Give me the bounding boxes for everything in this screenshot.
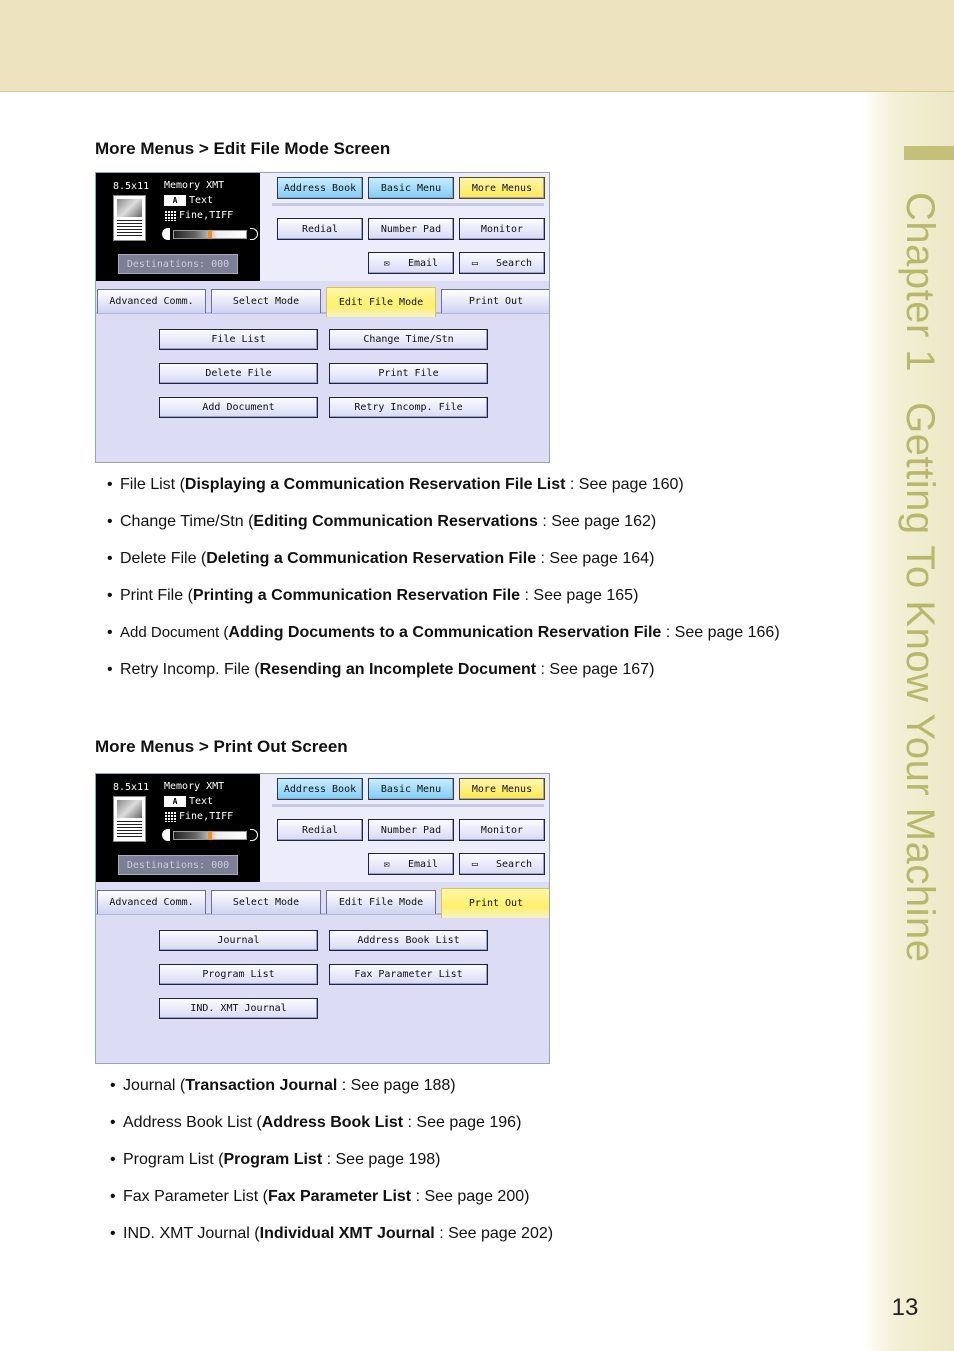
tab-print-out[interactable]: Print Out bbox=[441, 289, 550, 313]
tab-edit-file-mode[interactable]: Edit File Mode bbox=[326, 287, 436, 317]
search-label: Search bbox=[495, 257, 533, 269]
chapter-heading bbox=[900, 192, 940, 962]
address-book-list-button[interactable]: Address Book List bbox=[329, 930, 488, 951]
edit-file-mode-screen bbox=[95, 172, 550, 463]
list-item: • IND. XMT Journal (Individual XMT Journal : See page 202) bbox=[110, 1225, 554, 1242]
search-label: Search bbox=[495, 858, 533, 870]
list-item: • Print File (Printing a Communication Reservation File : See page 165) bbox=[107, 587, 639, 604]
tab-advanced-comm[interactable]: Advanced Comm. bbox=[97, 289, 206, 313]
address-book-button[interactable]: Address Book bbox=[277, 177, 363, 199]
text-mode-icon: A bbox=[164, 195, 186, 206]
book-icon: ▭ bbox=[471, 858, 478, 870]
redial-button[interactable]: Redial bbox=[277, 819, 363, 841]
section-heading-edit-file-mode: More Menus > Edit File Mode Screen bbox=[95, 139, 391, 158]
fax-parameter-list-button[interactable]: Fax Parameter List bbox=[329, 964, 488, 985]
more-menus-button[interactable]: More Menus bbox=[459, 778, 545, 800]
print-file-button[interactable]: Print File bbox=[329, 363, 488, 384]
chapter-title: Getting To Know Your Machine bbox=[898, 402, 942, 963]
tab-advanced-comm[interactable]: Advanced Comm. bbox=[97, 890, 206, 914]
tab-print-out[interactable]: Print Out bbox=[441, 888, 550, 918]
resolution-setting bbox=[164, 210, 233, 221]
basic-menu-button[interactable]: Basic Menu bbox=[368, 778, 454, 800]
status-panel bbox=[96, 173, 260, 281]
list-item: • Delete File (Deleting a Communication Reservation File : See page 164) bbox=[107, 550, 655, 567]
text-mode-icon: A bbox=[164, 796, 186, 807]
page-number: 13 bbox=[891, 1294, 919, 1321]
email-label: Email bbox=[407, 257, 439, 269]
search-button[interactable] bbox=[459, 252, 545, 274]
print-out-screen bbox=[95, 773, 550, 1064]
destinations-field: Destinations: 000 bbox=[118, 254, 238, 274]
address-book-button[interactable]: Address Book bbox=[277, 778, 363, 800]
document-icon bbox=[113, 796, 146, 842]
list-item: • Address Book List (Address Book List : See page 196) bbox=[110, 1114, 522, 1131]
paper-size: 8.5x11 bbox=[113, 782, 150, 793]
contrast-slider bbox=[162, 829, 258, 841]
list-item: • Fax Parameter List (Fax Parameter List : See page 200) bbox=[110, 1188, 530, 1205]
number-pad-button[interactable]: Number Pad bbox=[368, 218, 454, 240]
list-item: • Add Document (Adding Documents to a Communication Reservation File : See page 166) bbox=[107, 624, 780, 641]
number-pad-button[interactable]: Number Pad bbox=[368, 819, 454, 841]
basic-menu-button[interactable]: Basic Menu bbox=[368, 177, 454, 199]
edit-file-mode-bullet-list bbox=[107, 474, 780, 696]
header-band bbox=[0, 0, 954, 92]
document-icon bbox=[113, 195, 146, 241]
print-out-bullet-list bbox=[110, 1075, 553, 1260]
list-item: • Retry Incomp. File (Resending an Incomplete Document : See page 167) bbox=[107, 661, 655, 678]
program-list-button[interactable]: Program List bbox=[159, 964, 318, 985]
monitor-button[interactable]: Monitor bbox=[459, 218, 545, 240]
tab-select-mode[interactable]: Select Mode bbox=[211, 289, 321, 313]
email-label: Email bbox=[407, 858, 439, 870]
list-item: • Journal (Transaction Journal : See page 188) bbox=[110, 1077, 456, 1094]
resolution-setting bbox=[164, 811, 233, 822]
section-heading-print-out: More Menus > Print Out Screen bbox=[95, 737, 348, 756]
search-button[interactable] bbox=[459, 853, 545, 875]
destinations-field: Destinations: 000 bbox=[118, 855, 238, 875]
list-item: • Program List (Program List : See page 198) bbox=[110, 1151, 441, 1168]
text-setting bbox=[164, 796, 213, 807]
journal-button[interactable]: Journal bbox=[159, 930, 318, 951]
tab-edit-file-mode[interactable]: Edit File Mode bbox=[326, 890, 436, 914]
mode-label: Memory XMT bbox=[164, 180, 225, 191]
resolution-icon bbox=[164, 210, 176, 221]
book-icon: ▭ bbox=[471, 257, 478, 269]
email-button[interactable] bbox=[368, 252, 454, 274]
delete-file-button[interactable]: Delete File bbox=[159, 363, 318, 384]
text-label: Text bbox=[189, 195, 214, 206]
retry-incomp-file-button[interactable]: Retry Incomp. File bbox=[329, 397, 488, 418]
side-accent-bar bbox=[904, 146, 954, 160]
envelope-icon: ✉ bbox=[383, 858, 390, 870]
text-label: Text bbox=[189, 796, 214, 807]
change-time-stn-button[interactable]: Change Time/Stn bbox=[329, 329, 488, 350]
resolution-label: Fine,TIFF bbox=[179, 210, 234, 221]
paper-size: 8.5x11 bbox=[113, 181, 150, 192]
text-setting bbox=[164, 195, 213, 206]
ind-xmt-journal-button[interactable]: IND. XMT Journal bbox=[159, 998, 318, 1019]
resolution-label: Fine,TIFF bbox=[179, 811, 234, 822]
envelope-icon: ✉ bbox=[383, 257, 390, 269]
resolution-icon bbox=[164, 811, 176, 822]
list-item: • Change Time/Stn (Editing Communication Reservations : See page 162) bbox=[107, 513, 657, 530]
contrast-slider bbox=[162, 228, 258, 240]
email-button[interactable] bbox=[368, 853, 454, 875]
tab-select-mode[interactable]: Select Mode bbox=[211, 890, 321, 914]
file-list-button[interactable]: File List bbox=[159, 329, 318, 350]
more-menus-button[interactable]: More Menus bbox=[459, 177, 545, 199]
monitor-button[interactable]: Monitor bbox=[459, 819, 545, 841]
mode-label: Memory XMT bbox=[164, 781, 225, 792]
chapter-label: Chapter 1 bbox=[898, 192, 942, 373]
list-item: • File List (Displaying a Communication Reservation File List : See page 160) bbox=[107, 476, 684, 493]
add-document-button[interactable]: Add Document bbox=[159, 397, 318, 418]
status-panel bbox=[96, 774, 260, 882]
redial-button[interactable]: Redial bbox=[277, 218, 363, 240]
